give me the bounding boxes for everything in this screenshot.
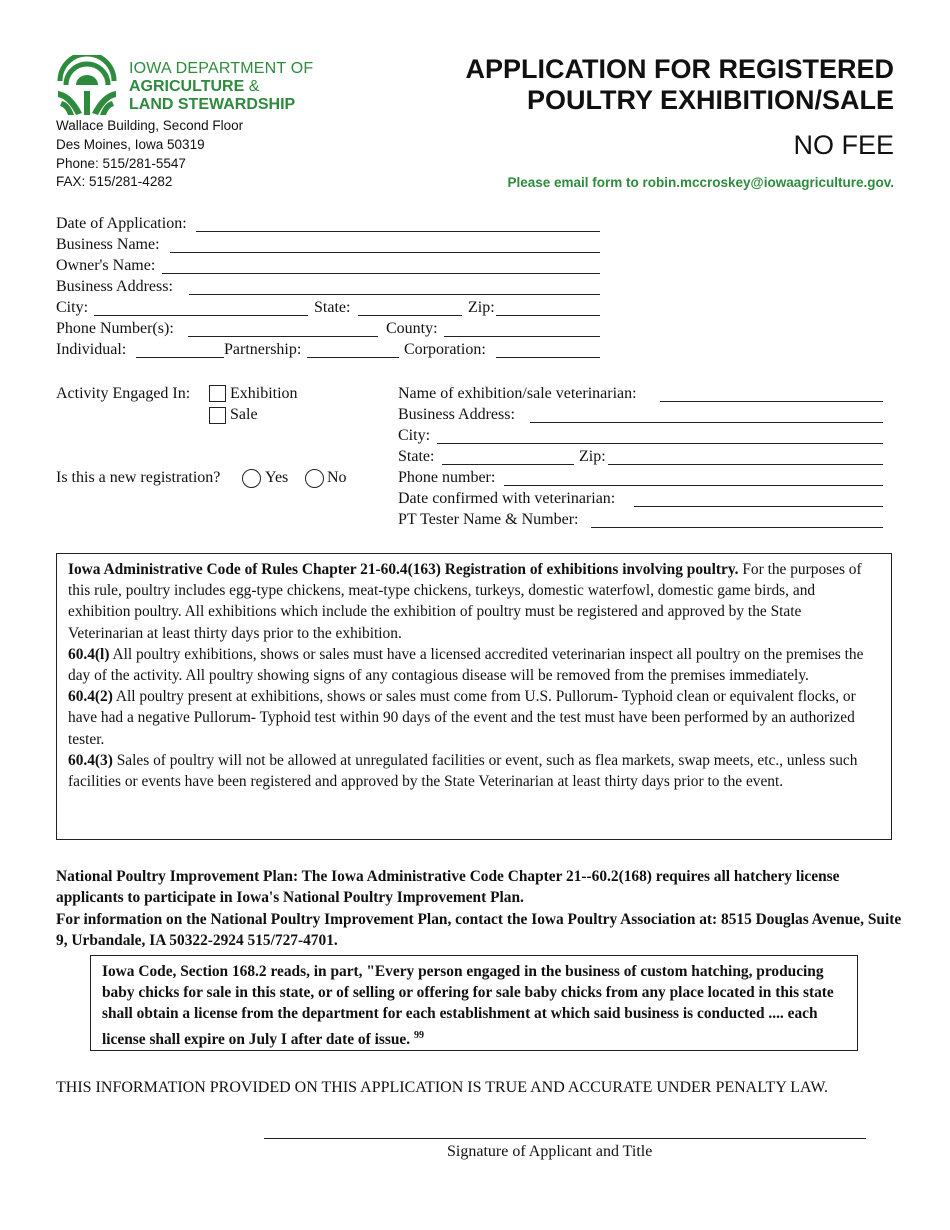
vet-phone-label: Phone number:: [398, 469, 496, 486]
vet-date-confirmed-label: Date confirmed with veterinarian:: [398, 490, 616, 507]
form-title-line1: APPLICATION FOR REGISTERED: [465, 54, 894, 84]
agency-name-ampersand: &: [244, 78, 260, 95]
quote-mark: 99: [413, 1029, 424, 1041]
vet-name-row: [398, 384, 883, 405]
vet-address-label: Business Address:: [398, 406, 515, 423]
pt-tester-row: [398, 510, 883, 531]
zip-field[interactable]: [496, 315, 600, 316]
no-radio[interactable]: [305, 469, 324, 488]
exhibition-checkbox[interactable]: [209, 385, 226, 402]
rules-intro-text: For the purposes of this rule, poultry includes egg-type chickens, meat-type chickens, turkeys, domestic waterfowl, domestic game birds, and exhibition poultry. All exhibitions which include the exhibition of poultry must be registered and approved by the State Veterinarian at least thirty days prior to the exhibition.: [68, 561, 862, 642]
city-field[interactable]: [94, 315, 308, 316]
rule-60-4-3: [68, 750, 880, 792]
rule-number: 60.4(l): [68, 645, 110, 663]
business-name-field[interactable]: [170, 252, 600, 253]
rule-number: 60.4(3): [68, 751, 113, 769]
business-address-row: [56, 277, 600, 298]
vet-phone-field[interactable]: [504, 485, 883, 486]
state-label: State:: [314, 299, 351, 316]
vet-name-field[interactable]: [660, 401, 883, 402]
date-of-application-field[interactable]: [196, 231, 600, 232]
phone-numbers-label: Phone Number(s):: [56, 320, 174, 337]
business-address-field[interactable]: [189, 294, 600, 295]
form-title-line2: POULTRY EXHIBITION/SALE: [526, 85, 894, 115]
npip-contact-paragraph: For information on the National Poultry Improvement Plan, contact the Iowa Poultry Association at: 8515 Douglas Avenue, Suite 9, Urbandale, IA 50322-2924 515/727-4701.: [56, 910, 902, 949]
vet-date-confirmed-field[interactable]: [634, 506, 883, 507]
rule-text: All poultry exhibitions, shows or sales must have a licensed accredited veterinarian inspect all poultry on the premises the day of the activity. All poultry showing signs of any contagious disease will be removed from the premises immediately.: [68, 645, 864, 685]
agency-name-line2: [129, 78, 259, 96]
ownership-type-row: [56, 340, 600, 361]
yes-label: Yes: [265, 469, 289, 486]
rule-number: 60.4(2): [68, 688, 113, 706]
exhibition-option-label: Exhibition: [230, 385, 298, 402]
business-name-row: [56, 235, 600, 256]
business-name-label: Business Name:: [56, 236, 160, 253]
phone-county-row: [56, 319, 600, 340]
rule-60-4-1: [68, 644, 880, 686]
partnership-label: Partnership:: [224, 341, 302, 358]
date-of-application-label: Date of Application:: [56, 215, 187, 232]
address-line: Des Moines, Iowa 50319: [56, 137, 205, 152]
address-line: Wallace Building, Second Floor: [56, 118, 244, 133]
vet-zip-label: Zip:: [579, 448, 606, 465]
signature-label: Signature of Applicant and Title: [447, 1143, 653, 1160]
vet-city-label: City:: [398, 427, 431, 444]
zip-label: Zip:: [468, 299, 495, 316]
rule-text: All poultry present at exhibitions, shows or sales must come from U.S. Pullorum- Typhoid clean or equivalent flocks, or have had a negative Pullorum- Typhoid test within 90 days of the event and the test must have been performed by an authorized tester.: [68, 688, 856, 748]
owners-name-row: [56, 256, 600, 277]
individual-label: Individual:: [56, 341, 127, 358]
agency-name-line1: IOWA DEPARTMENT OF: [129, 60, 314, 77]
sale-option-label: Sale: [230, 406, 258, 423]
rule-text: Sales of poultry will not be allowed at unregulated facilities or event, such as flea markets, swap meets, etc., unless such facilities or events have been registered and approved by the State Veterinarian at least thirty days prior to the event.: [68, 751, 858, 791]
rules-box: [56, 553, 892, 840]
business-address-label: Business Address:: [56, 278, 173, 295]
state-field[interactable]: [358, 315, 462, 316]
activity-label: Activity Engaged In:: [56, 385, 191, 402]
date-of-application-row: [56, 214, 600, 235]
activity-row: [56, 384, 376, 405]
rule-60-4-2: [68, 686, 880, 750]
email-instruction: Please email form to robin.mccroskey@iowaagriculture.gov.: [507, 175, 894, 190]
phone-numbers-field[interactable]: [188, 336, 378, 337]
pt-tester-field[interactable]: [591, 527, 883, 528]
vet-date-confirmed-row: [398, 489, 883, 510]
owners-name-field[interactable]: [162, 273, 600, 274]
npip-section: [56, 866, 906, 951]
rules-intro: [68, 559, 880, 644]
sale-checkbox[interactable]: [209, 407, 226, 424]
iowa-code-quote-text: Iowa Code, Section 168.2 reads, in part, "Every person engaged in the business of custom hatching, producing baby chicks for sale in this state, or of selling or offering for sale baby chicks from any place located in this state shall obtain a license from the department for each establishment at which said business is conducted .... each license shall expire on July I after date of issue.: [102, 963, 834, 1048]
city-label: City:: [56, 299, 89, 316]
partnership-field[interactable]: [307, 357, 399, 358]
vet-state-zip-row: [398, 447, 883, 468]
city-state-zip-row: [56, 298, 600, 319]
agency-name-agriculture: AGRICULTURE: [129, 78, 245, 95]
fee-label: NO FEE: [793, 130, 894, 160]
yes-radio[interactable]: [242, 469, 261, 488]
vet-address-field[interactable]: [530, 422, 883, 423]
county-label: County:: [386, 320, 438, 337]
corporation-field[interactable]: [496, 357, 600, 358]
vet-city-field[interactable]: [437, 443, 883, 444]
rules-heading: Iowa Administrative Code of Rules Chapter 21-60.4(163) Registration of exhibitions involving poultry.: [68, 561, 739, 578]
iowa-agriculture-logo-icon: [56, 55, 118, 117]
vet-address-row: [398, 405, 883, 426]
vet-name-label: Name of exhibition/sale veterinarian:: [398, 385, 637, 402]
no-label: No: [327, 469, 347, 486]
agency-name-line3: LAND STEWARDSHIP: [129, 96, 296, 113]
vet-phone-row: [398, 468, 883, 489]
declaration-statement: THIS INFORMATION PROVIDED ON THIS APPLICATION IS TRUE AND ACCURATE UNDER PENALTY LAW.: [56, 1079, 828, 1096]
owners-name-label: Owner's Name:: [56, 257, 156, 274]
county-field[interactable]: [444, 336, 600, 337]
vet-state-field[interactable]: [442, 464, 574, 465]
vet-state-label: State:: [398, 448, 435, 465]
fax-line: FAX: 515/281-4282: [56, 174, 173, 189]
individual-field[interactable]: [136, 357, 224, 358]
phone-line: Phone: 515/281-5547: [56, 156, 186, 171]
signature-field[interactable]: [264, 1138, 866, 1139]
pt-tester-label: PT Tester Name & Number:: [398, 511, 579, 528]
sale-row: [56, 405, 376, 426]
new-registration-label: Is this a new registration?: [56, 469, 221, 486]
npip-paragraph: National Poultry Improvement Plan: The Iowa Administrative Code Chapter 21--60.2(168) requires all hatchery license applicants to participate in Iowa's National Poultry Improvement Plan.: [56, 868, 840, 907]
new-registration-row: [56, 468, 376, 489]
corporation-label: Corporation:: [404, 341, 486, 358]
iowa-code-quote-box: [90, 955, 858, 1051]
vet-zip-field[interactable]: [608, 464, 883, 465]
vet-city-row: [398, 426, 883, 447]
form-title: [434, 54, 894, 116]
